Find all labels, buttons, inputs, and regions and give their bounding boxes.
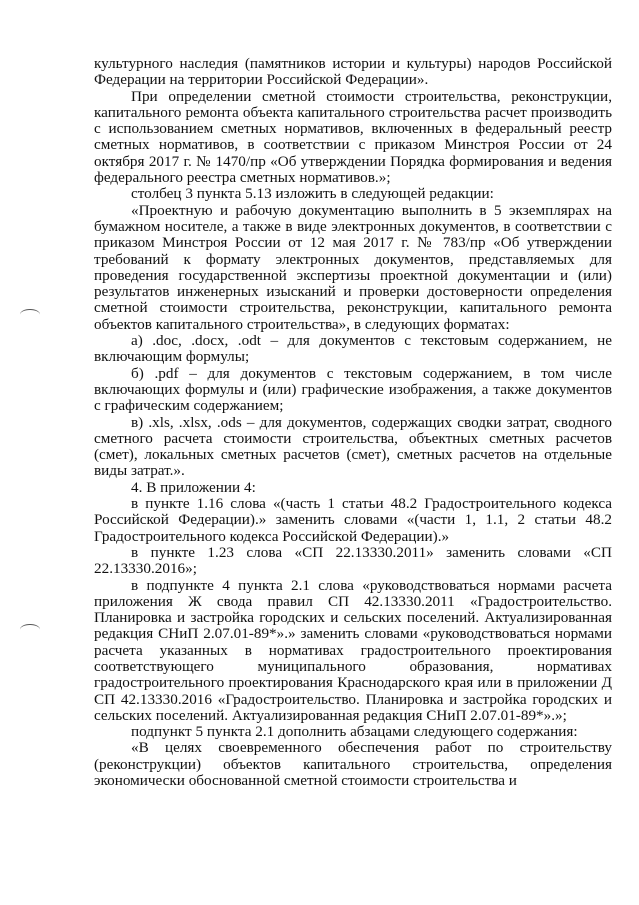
punch-hole-mark	[20, 624, 40, 635]
paragraph: столбец 3 пункта 5.13 изложить в следующей редакции:	[131, 185, 494, 203]
paragraph: «Проектную и рабочую документацию выполнить в 5 экземплярах на бумажном носителе, а также в виде электронных документов, в соответствии с приказом Минстроя России от 12 мая 2017 г. № 783/пр «Об утверждении требований к формату электронных документов, представляемых для проведения государственной экспертизы проектной документации и (или) результатов инженерных изысканий и проверки достоверности определения сметной стоимости строительства, реконструкции, капитального ремонта объектов капитального строительства», в следующих форматах:	[94, 201, 612, 333]
paragraph: в) .xls, .xlsx, .ods – для документов, содержащих сводки затрат, сводного сметного расчета стоимости строительства, объектных сметных расчетов (смет), локальных сметных расчетов (смет), сметных расчетов на отдельные виды затрат.».	[94, 413, 612, 480]
paragraph: в пункте 1.16 слова «(часть 1 статьи 48.2 Градостроительного кодекса Российской Федерации).» заменить словами «(части 1, 1.1, 2 статьи 48.2 Градостроительного кодекса Российской Федерации).»	[94, 495, 612, 545]
paragraph: а) .doc, .docx, .odt – для документов с текстовым содержанием, не включающим формулы;	[94, 332, 612, 366]
paragraph: подпункт 5 пункта 2.1 дополнить абзацами следующего содержания:	[131, 723, 578, 741]
paragraph: культурного наследия (памятников истории и культуры) народов Российской Федерации на территории Российской Федерации».	[94, 55, 612, 89]
paragraph: в подпункте 4 пункта 2.1 слова «руководствоваться нормами расчета приложения Ж свода правил СП 42.13330.2011 «Градостроительство. Планировка и застройка городских и сельских поселений. Актуализированная редакция СНиП 2.07.01-89*».» заменить словами «руководствоваться нормами расчета указанных в нормативах градостроительного проектирования соответствующего муниципального образования, нормативах градостроительного проектирования Краснодарского края или в приложении Д СП 42.13330.2016 «Градостроительство. Планировка и застройка городских и сельских поселений. Актуализированная редакция СНиП 2.07.01-89*».»;	[94, 576, 612, 724]
punch-hole-mark	[20, 309, 40, 320]
paragraph: 4. В приложении 4:	[131, 478, 256, 496]
paragraph: При определении сметной стоимости строительства, реконструкции, капитального ремонта объекта капитального строительства расчет производить с использованием сметных нормативов, включенных в федеральный реестр сметных нормативов, в соответствии с приказом Минстроя России от 24 октября 2017 г. № 1470/пр «Об утверждении Порядка формирования и ведения федерального реестра сметных нормативов.»;	[94, 87, 612, 187]
paragraph: «В целях своевременного обеспечения работ по строительству (реконструкции) объектов капитального строительства, определения экономически обоснованной сметной стоимости строительства и	[94, 739, 612, 790]
paragraph: б) .pdf – для документов с текстовым содержанием, в том числе включающих формулы и (или) графические изображения, а также документов с графическим содержанием;	[94, 364, 612, 415]
document-body	[94, 56, 612, 789]
paragraph: в пункте 1.23 слова «СП 22.13330.2011» заменить словами «СП 22.13330.2016»;	[94, 543, 612, 578]
